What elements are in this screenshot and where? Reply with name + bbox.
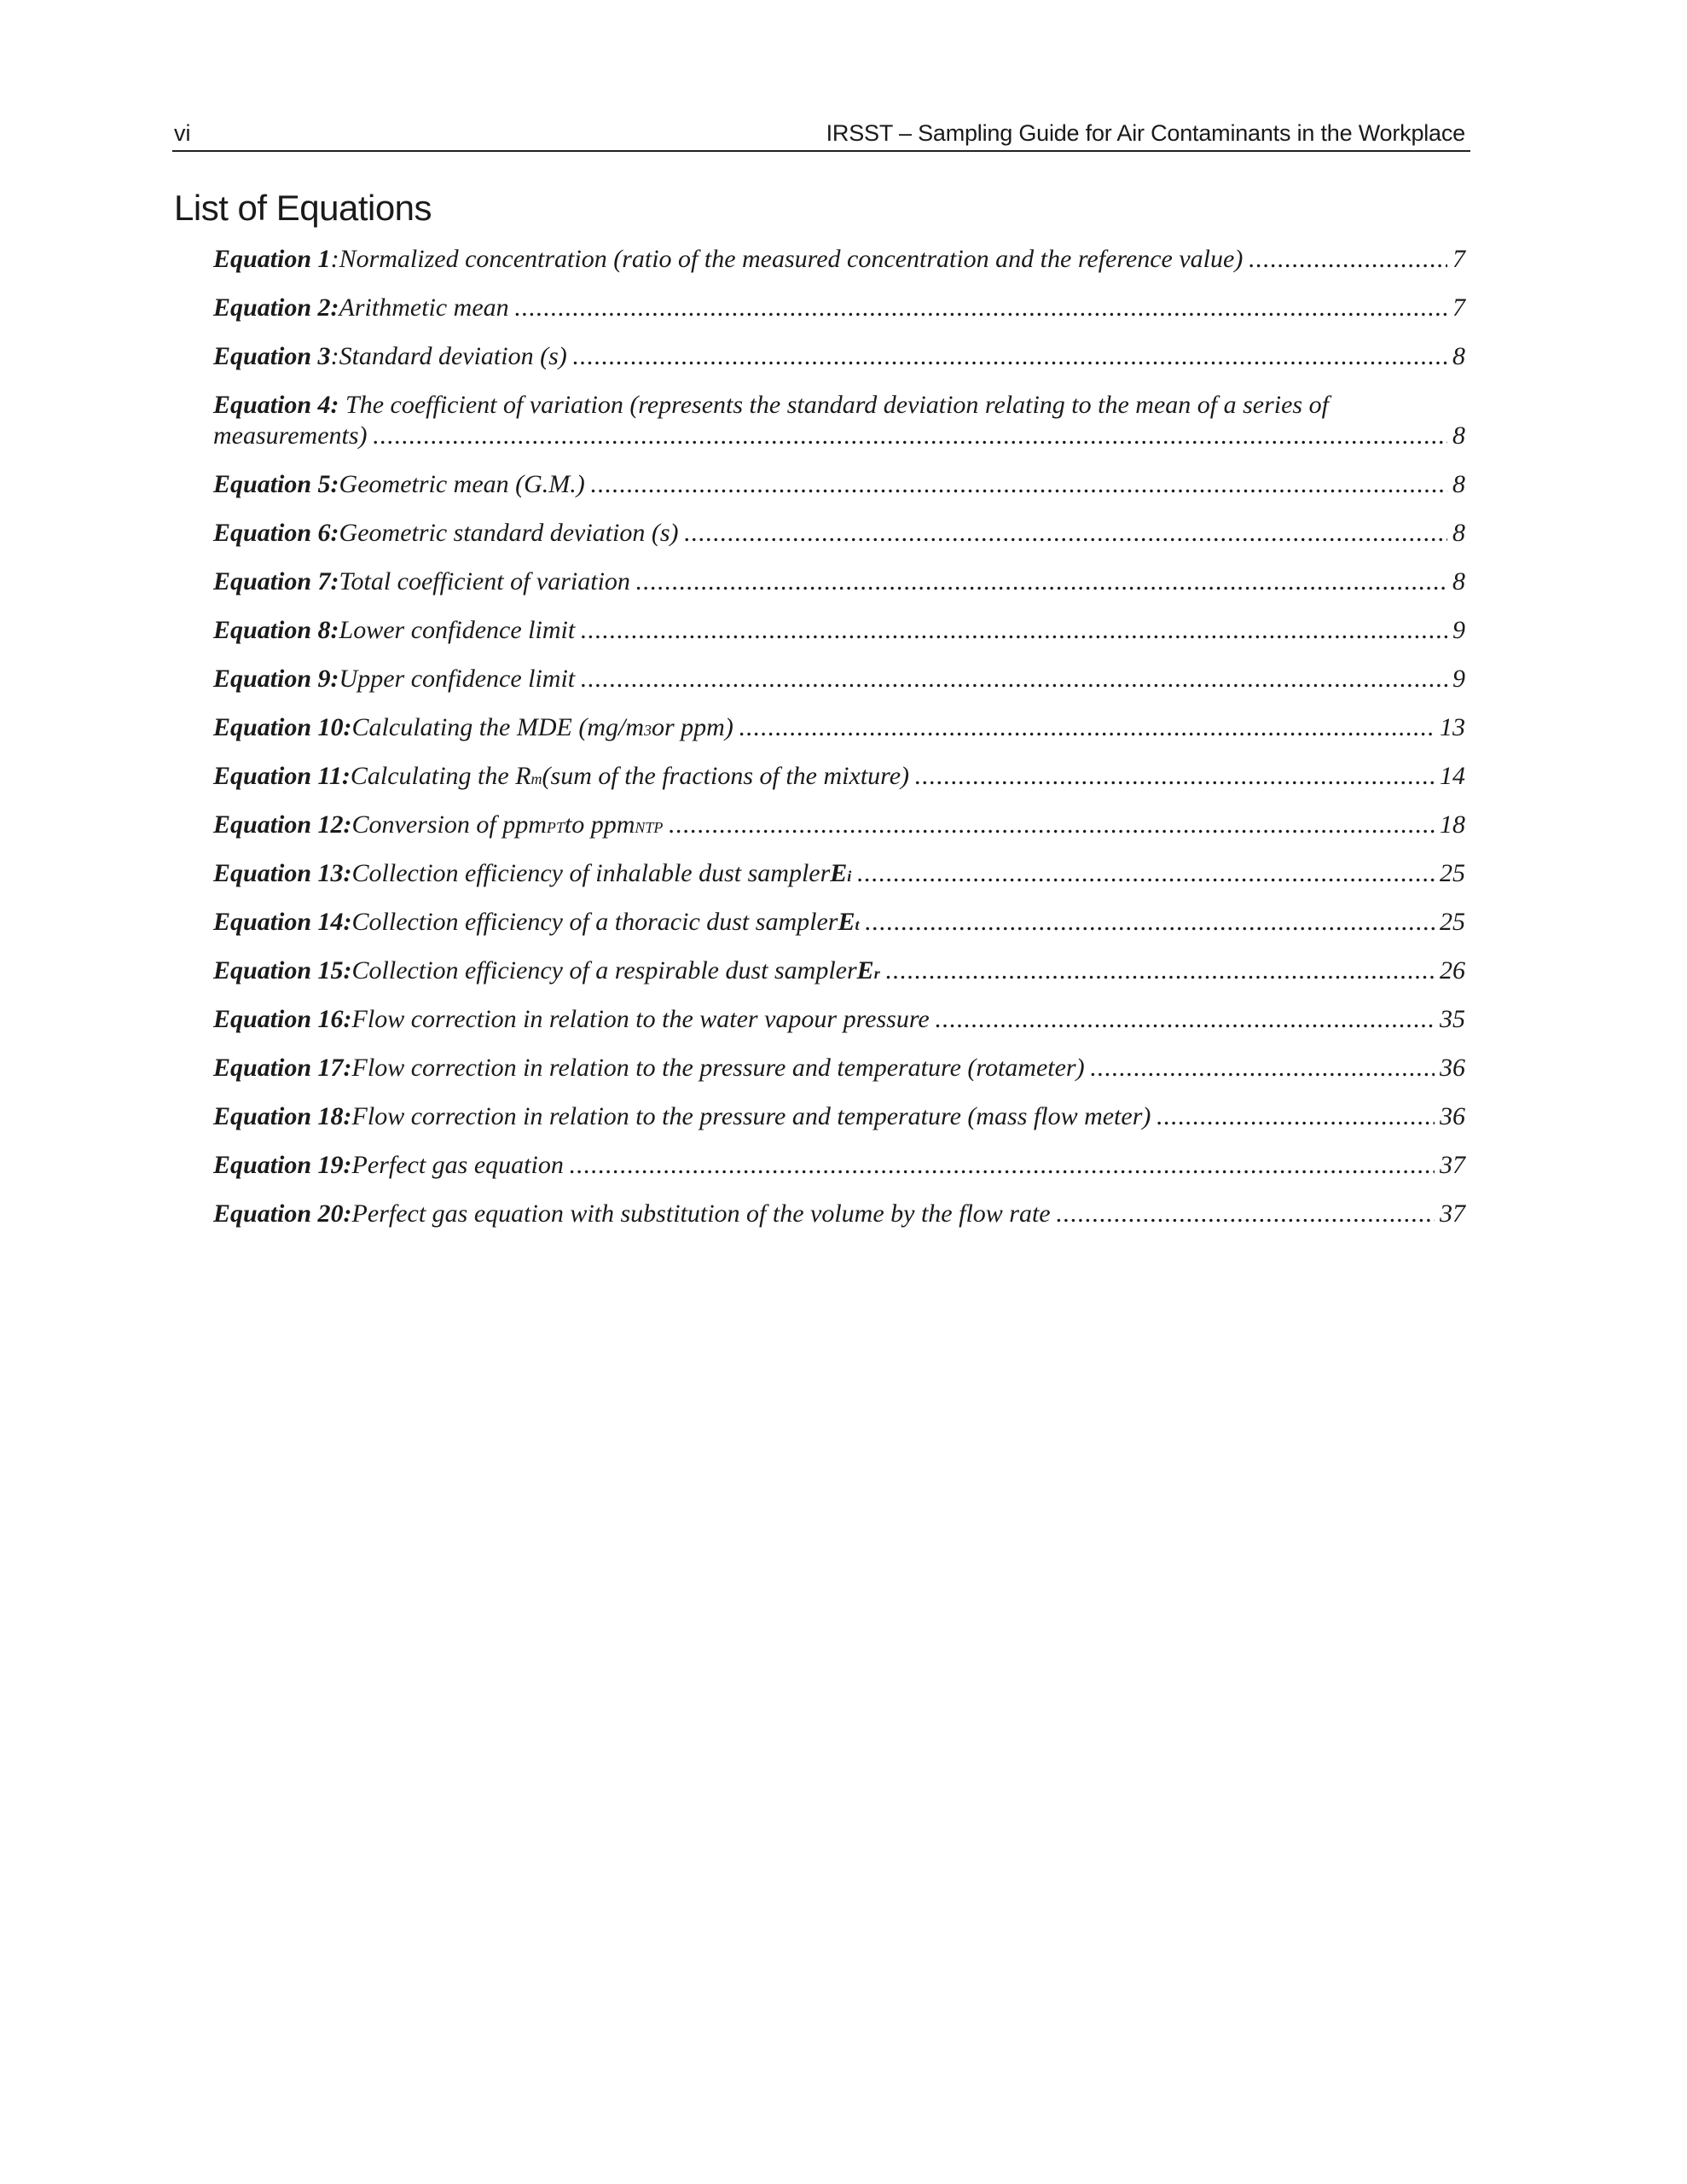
entry-text: Collection efficiency of a thoracic dust sampler: [351, 908, 838, 936]
entry-variable: E: [830, 859, 848, 887]
entry-label: Equation 16:: [213, 1005, 352, 1033]
list-item[interactable]: Equation 15: Collection efficiency of a respirable dust sampler E r ..... 26: [213, 956, 1467, 1004]
entry-page: 37: [1440, 1151, 1465, 1179]
entry-text: Geometric standard deviation (s): [339, 519, 679, 547]
entry-text: Flow correction in relation to the pressure and temperature (rotameter): [351, 1054, 1085, 1082]
list-item[interactable]: [213, 390, 1467, 469]
dot-leader: [514, 293, 1447, 323]
entry-page: 8: [1452, 567, 1465, 595]
entry-page: 14: [1440, 762, 1465, 790]
dot-leader: [914, 761, 1435, 792]
entry-page: 9: [1452, 665, 1465, 693]
entry-text-middle: to ppm: [564, 810, 635, 839]
entry-text: Arithmetic mean: [339, 293, 509, 322]
list-item[interactable]: [213, 615, 1467, 664]
list-item[interactable]: [213, 664, 1467, 712]
dot-leader: [684, 518, 1447, 549]
list-item[interactable]: Equation 11: Calculating the R m (sum of the fractions of the mixture) ..... 14: [213, 761, 1467, 810]
entry-label: Equation 20:: [213, 1199, 352, 1228]
dot-leader: [572, 341, 1447, 372]
entry-label: Equation 7:: [213, 567, 339, 595]
entry-page: 25: [1440, 859, 1465, 887]
entry-label: Equation 14:: [213, 908, 352, 936]
entry-label: Equation 19:: [213, 1151, 352, 1179]
entry-page: 13: [1440, 713, 1465, 741]
entry-page: 25: [1440, 908, 1465, 936]
entry-text: Collection efficiency of inhalable dust sampler: [351, 859, 831, 887]
entry-label: Equation 8:: [213, 616, 339, 644]
entry-text: The coefficient of variation (represents the standard deviation relating to the mean of a series of: [339, 391, 1329, 419]
entry-label: Equation 15:: [213, 956, 352, 985]
list-item[interactable]: [213, 1101, 1467, 1150]
list-item[interactable]: Equation 13: Collection efficiency of inhalable dust sampler E i ..... 25: [213, 858, 1467, 907]
entry-text: Standard deviation (s): [339, 342, 567, 370]
entry-text-continued: measurements): [213, 421, 368, 450]
entry-page: 8: [1452, 421, 1465, 450]
entry-text-end: (sum of the fractions of the mixture): [542, 762, 910, 790]
list-item[interactable]: [213, 518, 1467, 566]
dot-leader: [1090, 1053, 1435, 1083]
entry-text: Lower confidence limit: [339, 616, 576, 644]
list-item[interactable]: [213, 1199, 1467, 1247]
list-item[interactable]: [213, 1004, 1467, 1053]
page-number: vi: [174, 120, 191, 146]
dot-leader: [864, 907, 1435, 938]
dot-leader: [935, 1004, 1435, 1035]
list-item[interactable]: [213, 1150, 1467, 1199]
list-title: List of Equations: [174, 188, 432, 228]
entry-page: 8: [1452, 519, 1465, 547]
entry-page: 35: [1440, 1005, 1465, 1033]
dot-leader: [1248, 244, 1447, 275]
entry-label: Equation 17:: [213, 1054, 352, 1082]
list-item[interactable]: [213, 341, 1467, 390]
entry-text: Upper confidence limit: [339, 665, 576, 693]
dot-leader: [580, 615, 1447, 646]
entry-page: 37: [1440, 1199, 1465, 1228]
dot-leader: [856, 858, 1435, 889]
entry-variable: E: [856, 956, 874, 985]
entry-text: Flow correction in relation to the pressure and temperature (mass flow meter): [351, 1102, 1151, 1130]
entry-label: Equation 12:: [213, 810, 352, 839]
entry-text: Calculating the R: [350, 762, 531, 790]
entry-label: Equation 1: [213, 245, 331, 273]
entry-text: Total coefficient of variation: [339, 567, 630, 595]
entry-label: Equation 18:: [213, 1102, 352, 1130]
entry-text: Flow correction in relation to the water vapour pressure: [351, 1005, 930, 1033]
entry-label: Equation 11:: [213, 762, 351, 790]
entry-text: Normalized concentration (ratio of the measured concentration and the reference value): [339, 245, 1244, 273]
list-item[interactable]: [213, 244, 1467, 293]
entry-text: Perfect gas equation with substitution of the volume by the flow rate: [351, 1199, 1051, 1228]
dot-leader: [373, 421, 1447, 451]
entry-page: 36: [1440, 1102, 1465, 1130]
list-item[interactable]: Equation 14: Collection efficiency of a thoracic dust sampler E t ..... 25: [213, 907, 1467, 956]
dot-leader: [1156, 1101, 1435, 1132]
entry-label: Equation 5:: [213, 470, 339, 498]
running-header: [172, 116, 1470, 152]
entry-label: Equation 13:: [213, 859, 352, 887]
entry-variable: E: [838, 908, 855, 936]
entry-text-end: or ppm): [652, 713, 733, 741]
entry-page: 26: [1440, 956, 1465, 985]
entry-label: Equation 10:: [213, 713, 352, 741]
dot-leader: [885, 956, 1435, 986]
list-item[interactable]: [213, 469, 1467, 518]
entry-page: 36: [1440, 1054, 1465, 1082]
equation-list: [213, 244, 1467, 1247]
entry-page: 18: [1440, 810, 1465, 839]
list-item[interactable]: [213, 1053, 1467, 1101]
entry-page: 8: [1452, 342, 1465, 370]
entry-text: Perfect gas equation: [351, 1151, 564, 1179]
entry-label: Equation 4:: [213, 391, 339, 419]
list-item[interactable]: [213, 293, 1467, 341]
dot-leader: [569, 1150, 1435, 1181]
entry-separator: :: [330, 245, 339, 273]
entry-label: Equation 6:: [213, 519, 339, 547]
entry-page: 9: [1452, 616, 1465, 644]
entry-label: Equation 9:: [213, 665, 339, 693]
entry-text: Geometric mean (G.M.): [339, 470, 585, 498]
document-title: IRSST – Sampling Guide for Air Contaminants in the Workplace: [826, 120, 1465, 146]
entry-text: Conversion of ppm: [351, 810, 547, 839]
entry-page: 8: [1452, 470, 1465, 498]
entry-text: Collection efficiency of a respirable dust sampler: [351, 956, 857, 985]
list-item[interactable]: Equation 10: Calculating the MDE (mg/m 3 or ppm) ..... 13: [213, 712, 1467, 761]
entry-page: 7: [1452, 293, 1465, 322]
entry-text: Calculating the MDE (mg/m: [351, 713, 644, 741]
dot-leader: [739, 712, 1435, 743]
entry-page: 7: [1452, 245, 1465, 273]
entry-label: Equation 2:: [213, 293, 339, 322]
entry-separator: :: [330, 342, 339, 370]
list-item[interactable]: Equation 12: Conversion of ppm PT to ppm NTP ..... 18: [213, 810, 1467, 858]
list-item[interactable]: [213, 566, 1467, 615]
dot-leader: [635, 566, 1447, 597]
dot-leader: [668, 810, 1435, 840]
dot-leader: [590, 469, 1447, 500]
dot-leader: [1056, 1199, 1435, 1229]
entry-label: Equation 3: [213, 342, 331, 370]
dot-leader: [580, 664, 1447, 694]
